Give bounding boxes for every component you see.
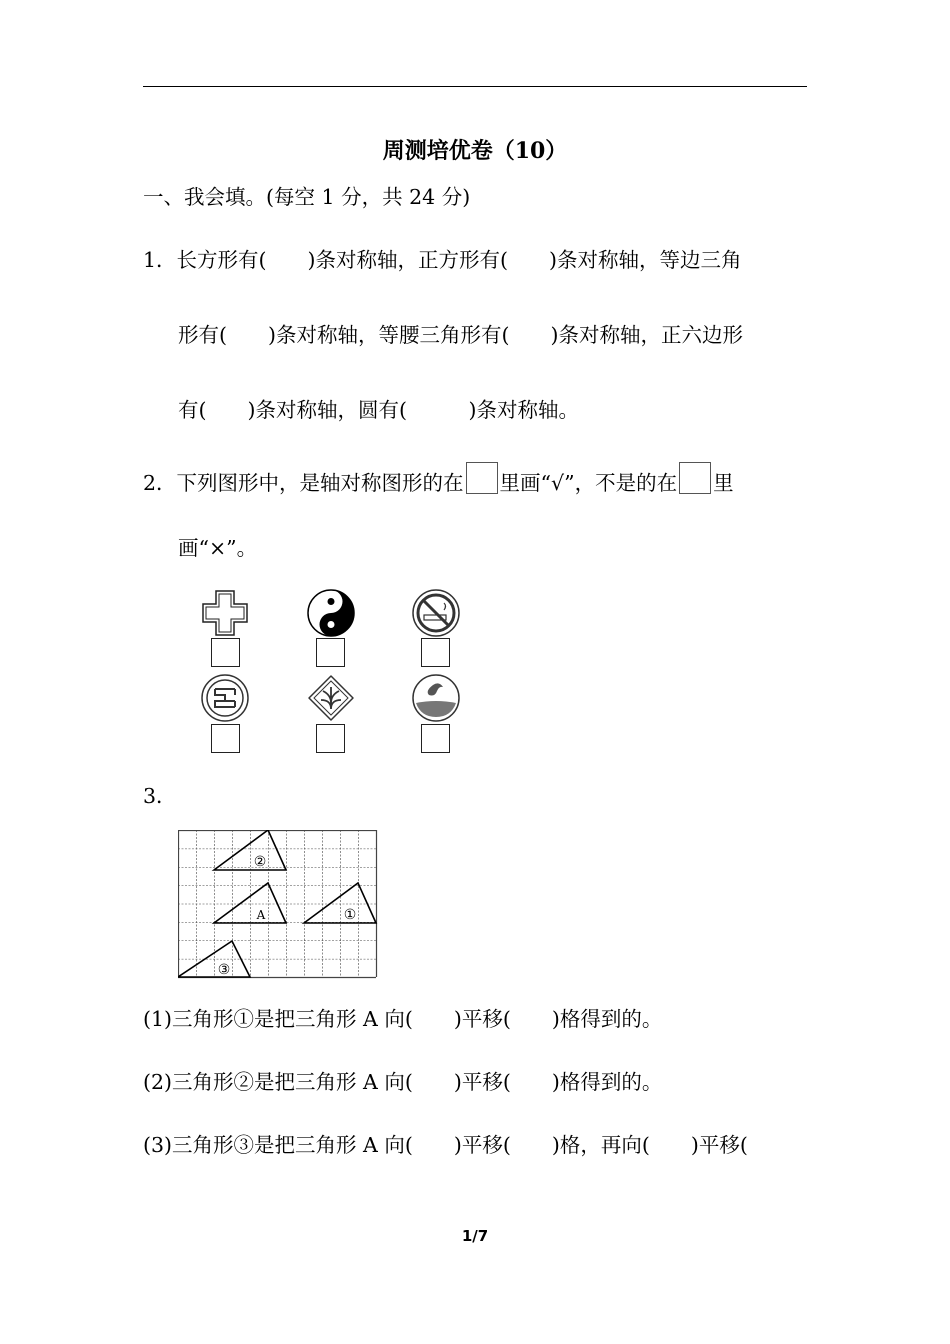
answer-box-4[interactable] [211,724,240,753]
question-2-text-c: 里 [713,471,734,495]
translation-grid [178,830,378,980]
answer-box-3[interactable] [421,638,450,667]
answer-box-5[interactable] [316,724,345,753]
question-1-line-3: 有( )条对称轴，圆有( )条对称轴。 [178,398,579,422]
question-1-line-2: 形有( )条对称轴，等腰三角形有( )条对称轴，正六边形 [178,323,743,347]
answer-box-6[interactable] [421,724,450,753]
question-3-number: 3． [143,784,177,808]
bank-logo-icon [200,673,250,723]
agriculture-logo-icon [306,673,356,723]
question-2-line-2: 画“×”。 [178,536,258,560]
triangle-1 [304,883,376,923]
wave-logo-icon [411,673,461,723]
question-2-text-a: 2．下列图形中，是轴对称图形的在 [143,471,464,495]
question-3-sub-3: (3)三角形③是把三角形 A 向( )平移( )格，再向( )平移( [143,1133,748,1157]
cross-icon [200,588,250,638]
inline-answer-box [679,462,711,494]
label-1: ① [343,907,357,923]
question-2-line-1 [143,462,734,494]
label-2: ② [253,854,267,870]
question-2-text-b: 里画“√”，不是的在 [499,471,678,495]
triangle-2 [214,830,286,870]
label-3: ③ [217,962,231,978]
header-rule [143,86,807,87]
question-1-line-1: 1．长方形有( )条对称轴，正方形有( )条对称轴，等边三角 [143,248,742,272]
label-a: A [256,908,266,922]
page-number: 1/7 [461,1227,489,1245]
question-3-sub-2: (2)三角形②是把三角形 A 向( )平移( )格得到的。 [143,1070,663,1094]
question-3-sub-1: (1)三角形①是把三角形 A 向( )平移( )格得到的。 [143,1007,663,1031]
section-heading: 一、我会填。(每空 1 分，共 24 分) [143,185,471,209]
answer-box-1[interactable] [211,638,240,667]
yin-yang-icon [306,588,356,638]
inline-answer-box [466,462,498,494]
triangle-a [214,883,286,923]
page-title: 周测培优卷（10） [382,138,568,164]
no-smoking-icon [411,588,461,638]
answer-box-2[interactable] [316,638,345,667]
